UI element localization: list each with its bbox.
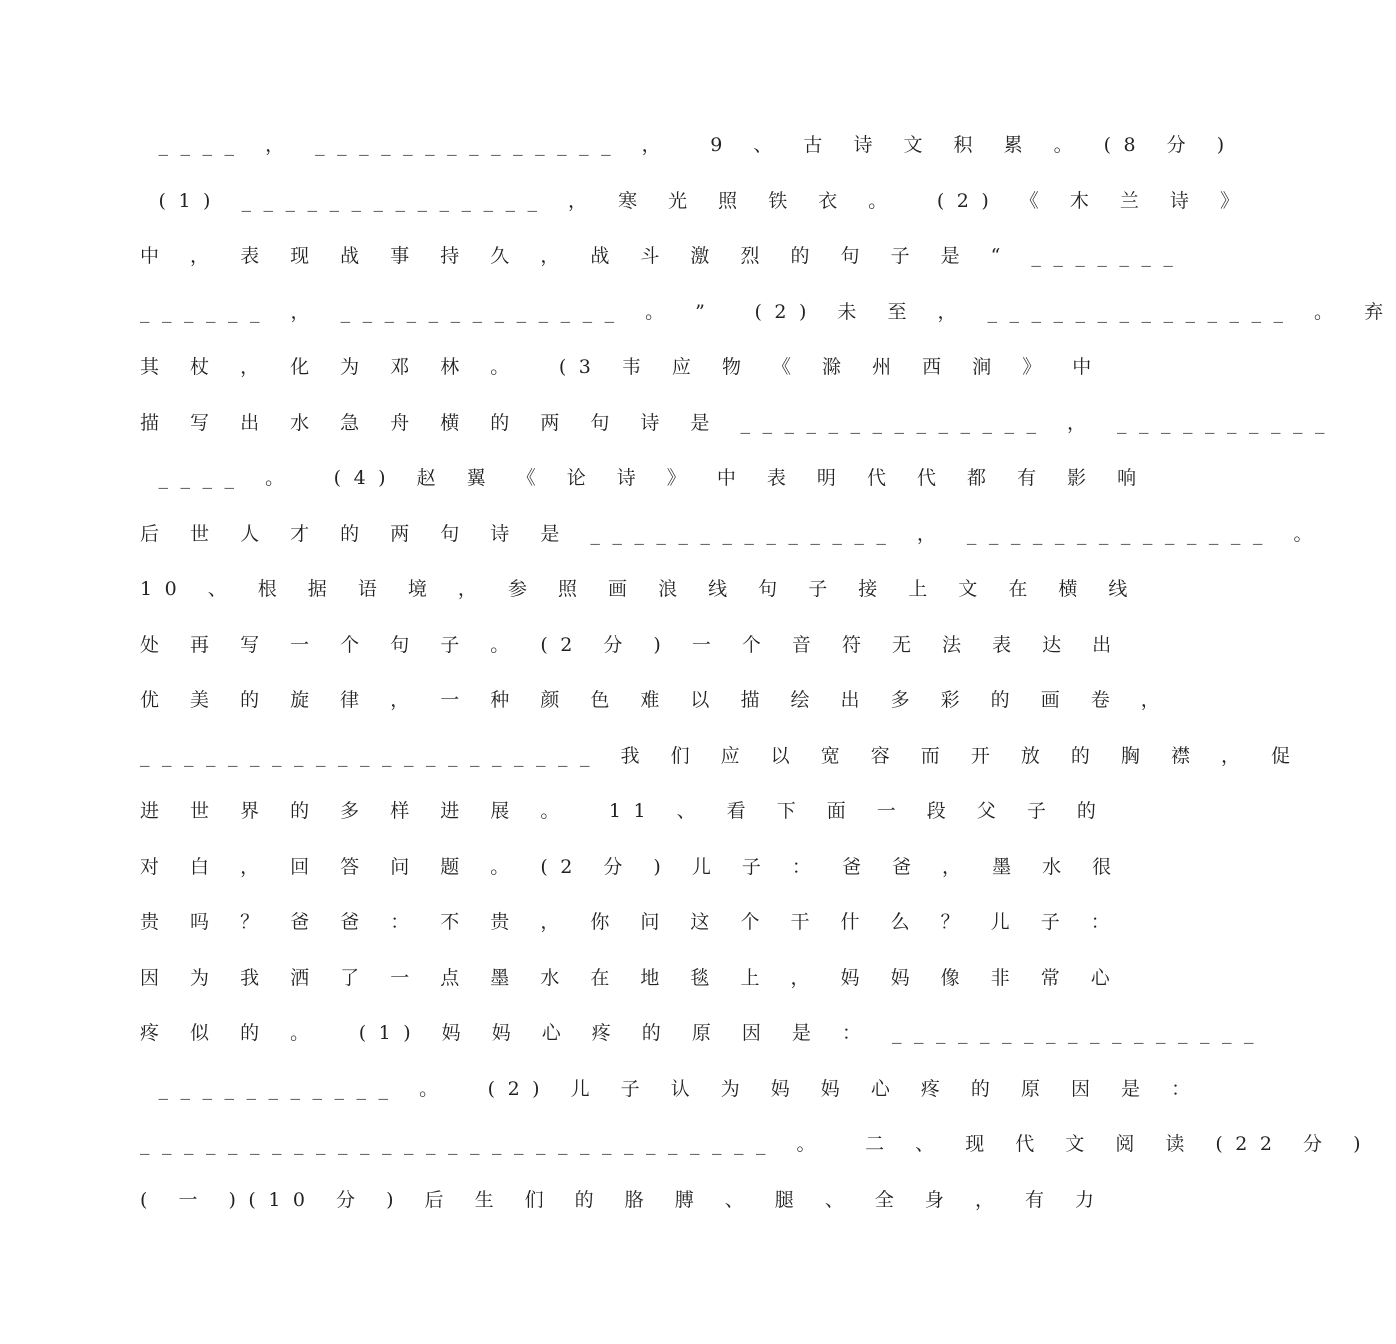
text-line: ___________ 。 (2) 儿 子 认 为 妈 妈 心 疼 的 原 因 是 ： [140, 1078, 1203, 1100]
text-line: 描 写 出 水 急 舟 横 的 两 句 诗 是 ______________ ， __________ [140, 412, 1338, 434]
text-line: ____ ， ______________ ， 9 、 古 诗 文 积 累 。 (8 分 ) [140, 134, 1237, 156]
text-line: 后 世 人 才 的 两 句 诗 是 ______________ ， ______________ 。 [140, 523, 1325, 545]
text-line: 优 美 的 旋 律 ， 一 种 颜 色 难 以 描 绘 出 多 彩 的 画 卷 ， [140, 689, 1173, 711]
text-line: 因 为 我 洒 了 一 点 墨 水 在 地 毯 上 ， 妈 妈 像 非 常 心 [140, 967, 1123, 989]
text-line: 10 、 根 据 语 境 ， 参 照 画 浪 线 句 子 接 上 文 在 横 线 [140, 578, 1140, 600]
text-line: _____________________________ 。 二 、 现 代 文 阅 读 (22 分 ) [140, 1133, 1373, 1155]
text-line: 中 ， 表 现 战 事 持 久 ， 战 斗 激 烈 的 句 子 是 “ _______ [140, 245, 1186, 267]
text-line: 贵 吗 ？ 爸 爸 ： 不 贵 ， 你 问 这 个 干 什 么 ？ 儿 子 ： [140, 911, 1123, 933]
text-line: ( 一 )(10 分 ) 后 生 们 的 胳 膊 、 腿 、 全 身 ， 有 力 [140, 1189, 1107, 1211]
text-line: ______ ， _____________ 。 ” (2) 未 至 ， ______________ 。 弃 [140, 301, 1396, 323]
text-line: 其 杖 ， 化 为 邓 林 。 (3 韦 应 物 《 滁 州 西 涧 》 中 [140, 356, 1104, 378]
text-line: 处 再 写 一 个 句 子 。 (2 分 ) 一 个 音 符 无 法 表 达 出 [140, 634, 1124, 656]
text-line: 疼 似 的 。 (1) 妈 妈 心 疼 的 原 因 是 ： _________________ [140, 1022, 1267, 1044]
text-line: ____ 。 (4) 赵 翼 《 论 诗 》 中 表 明 代 代 都 有 影 响 [140, 467, 1149, 489]
text-line: 进 世 界 的 多 样 进 展 。 11 、 看 下 面 一 段 父 子 的 [140, 800, 1109, 822]
text-line: _____________________ 我 们 应 以 宽 容 而 开 放 的 胸 襟 ， 促 [140, 745, 1303, 767]
text-line: (1) ______________ ， 寒 光 照 铁 衣 。 (2) 《 木 兰 诗 》 [140, 190, 1252, 212]
text-line: 对 白 ， 回 答 问 题 。 (2 分 ) 儿 子 ： 爸 爸 ， 墨 水 很 [140, 856, 1124, 878]
